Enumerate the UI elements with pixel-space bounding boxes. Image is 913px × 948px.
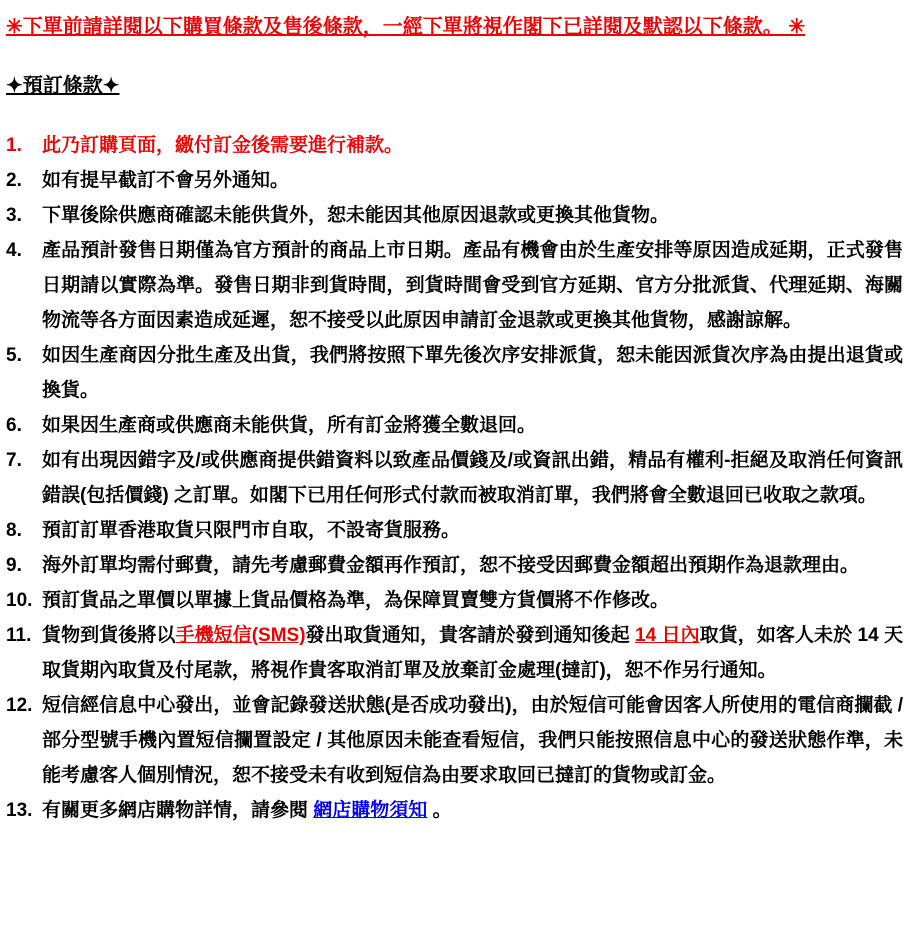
term-item-9 (6, 548, 903, 583)
term-text (42, 443, 903, 513)
term-text (42, 408, 903, 443)
term-number: 4. (6, 240, 22, 261)
term-segment: 有關更多網店購物詳情，請參閱 (42, 800, 314, 821)
red-term-text: 此乃訂購頁面，繳付訂金後需要進行補款。 (42, 135, 404, 156)
section-heading-preorder-terms: ✦預訂條款✦ (6, 75, 120, 97)
term-text (42, 548, 903, 583)
term-text (42, 793, 903, 828)
term-text (42, 233, 903, 338)
term-number: 9. (6, 555, 22, 576)
term-text (42, 128, 903, 163)
term-item-10 (6, 583, 903, 618)
term-segment: 海外訂單均需付郵費，請先考慮郵費金額再作預訂，恕不接受因郵費金額超出預期作為退款理由。 (42, 555, 860, 576)
term-number: 7. (6, 450, 22, 471)
term-segment: 貨物到貨後將以 (42, 625, 176, 646)
term-item-6 (6, 408, 903, 443)
term-number: 8. (6, 520, 22, 541)
term-item-11 (6, 618, 903, 688)
term-text (42, 338, 903, 408)
term-number: 10. (6, 590, 33, 611)
term-item-8 (6, 513, 903, 548)
term-text (42, 513, 903, 548)
term-item-1 (6, 128, 903, 163)
purchase-notice-banner: ✳下單前請詳閱以下購買條款及售後條款，一經下單將視作閣下已詳閱及默認以下條款。 ✳ (6, 16, 806, 38)
term-segment: 。 (427, 800, 452, 821)
term-item-4 (6, 233, 903, 338)
term-number: 11. (6, 625, 32, 646)
shop-guide-link[interactable]: 網店購物須知 (313, 800, 428, 821)
term-segment: 如有提早截訂不會另外通知。 (42, 170, 290, 191)
term-text (42, 198, 903, 233)
term-segment: 短信經信息中心發出，並會記錄發送狀態(是否成功發出)，由於短信可能會因客人所使用的電信商攔截 / 部分型號手機內置短信攔置設定 / 其他原因未能查看短信，我們只能按照信息中心的發送狀態作準，未能考慮客人個別情況，恕不接受未有收到短信為由要求取回已撻訂的貨物或訂金。 (42, 695, 903, 786)
term-text (42, 618, 903, 688)
term-number: 1. (6, 135, 22, 156)
term-item-12 (6, 688, 903, 793)
term-number: 12. (6, 695, 33, 716)
term-text (42, 688, 903, 793)
emphasized-red-text: 手機短信(SMS) (175, 625, 306, 646)
term-segment: 取貨，如客人未於 14 天取貨期內取貨及付尾款，將視作貴客取消訂單及放棄訂金處理(撻訂)，恕不作另行通知。 (42, 625, 903, 681)
term-segment: 下單後除供應商確認未能供貨外，恕未能因其他原因退款或更換其他貨物。 (42, 205, 670, 226)
term-number: 13. (6, 800, 33, 821)
term-text (42, 583, 903, 618)
term-item-7 (6, 443, 903, 513)
term-number: 5. (6, 345, 22, 366)
term-segment: 如果因生產商或供應商未能供貨，所有訂金將獲全數退回。 (42, 415, 537, 436)
terms-list (6, 128, 903, 828)
preorder-terms-document (6, 10, 903, 828)
term-number: 6. (6, 415, 22, 436)
term-segment: 發出取貨通知，貴客請於發到通知後起 (305, 625, 636, 646)
term-item-13 (6, 793, 903, 828)
term-segment: 產品預計發售日期僅為官方預計的商品上市日期。產品有機會由於生產安排等原因造成延期，正式發售日期請以實際為準。發售日期非到貨時間，到貨時間會受到官方延期、官方分批派貨、代理延期、海關物流等各方面因素造成延遲，恕不接受以此原因申請訂金退款或更換其他貨物，感謝諒解。 (42, 240, 903, 331)
term-segment: 預訂貨品之單價以單據上貨品價格為準，為保障買賣雙方貨價將不作修改。 (42, 590, 670, 611)
term-item-2 (6, 163, 903, 198)
term-text (42, 163, 903, 198)
term-segment: 如有出現因錯字及/或供應商提供錯資料以致產品價錢及/或資訊出錯，精品有權利-拒絕及取消任何資訊錯誤(包括價錢) 之訂單。如閣下已用任何形式付款而被取消訂單，我們將會全數退回已收取之款項。 (42, 450, 903, 506)
term-segment: 如因生產商因分批生產及出貨，我們將按照下單先後次序安排派貨，恕未能因派貨次序為由提出退貨或換貨。 (42, 345, 903, 401)
term-number: 2. (6, 170, 22, 191)
term-segment: 預訂訂單香港取貨只限門市自取，不設寄貨服務。 (42, 520, 461, 541)
term-item-5 (6, 338, 903, 408)
term-number: 3. (6, 205, 22, 226)
term-item-3 (6, 198, 903, 233)
emphasized-red-text: 14 日內 (635, 625, 700, 646)
